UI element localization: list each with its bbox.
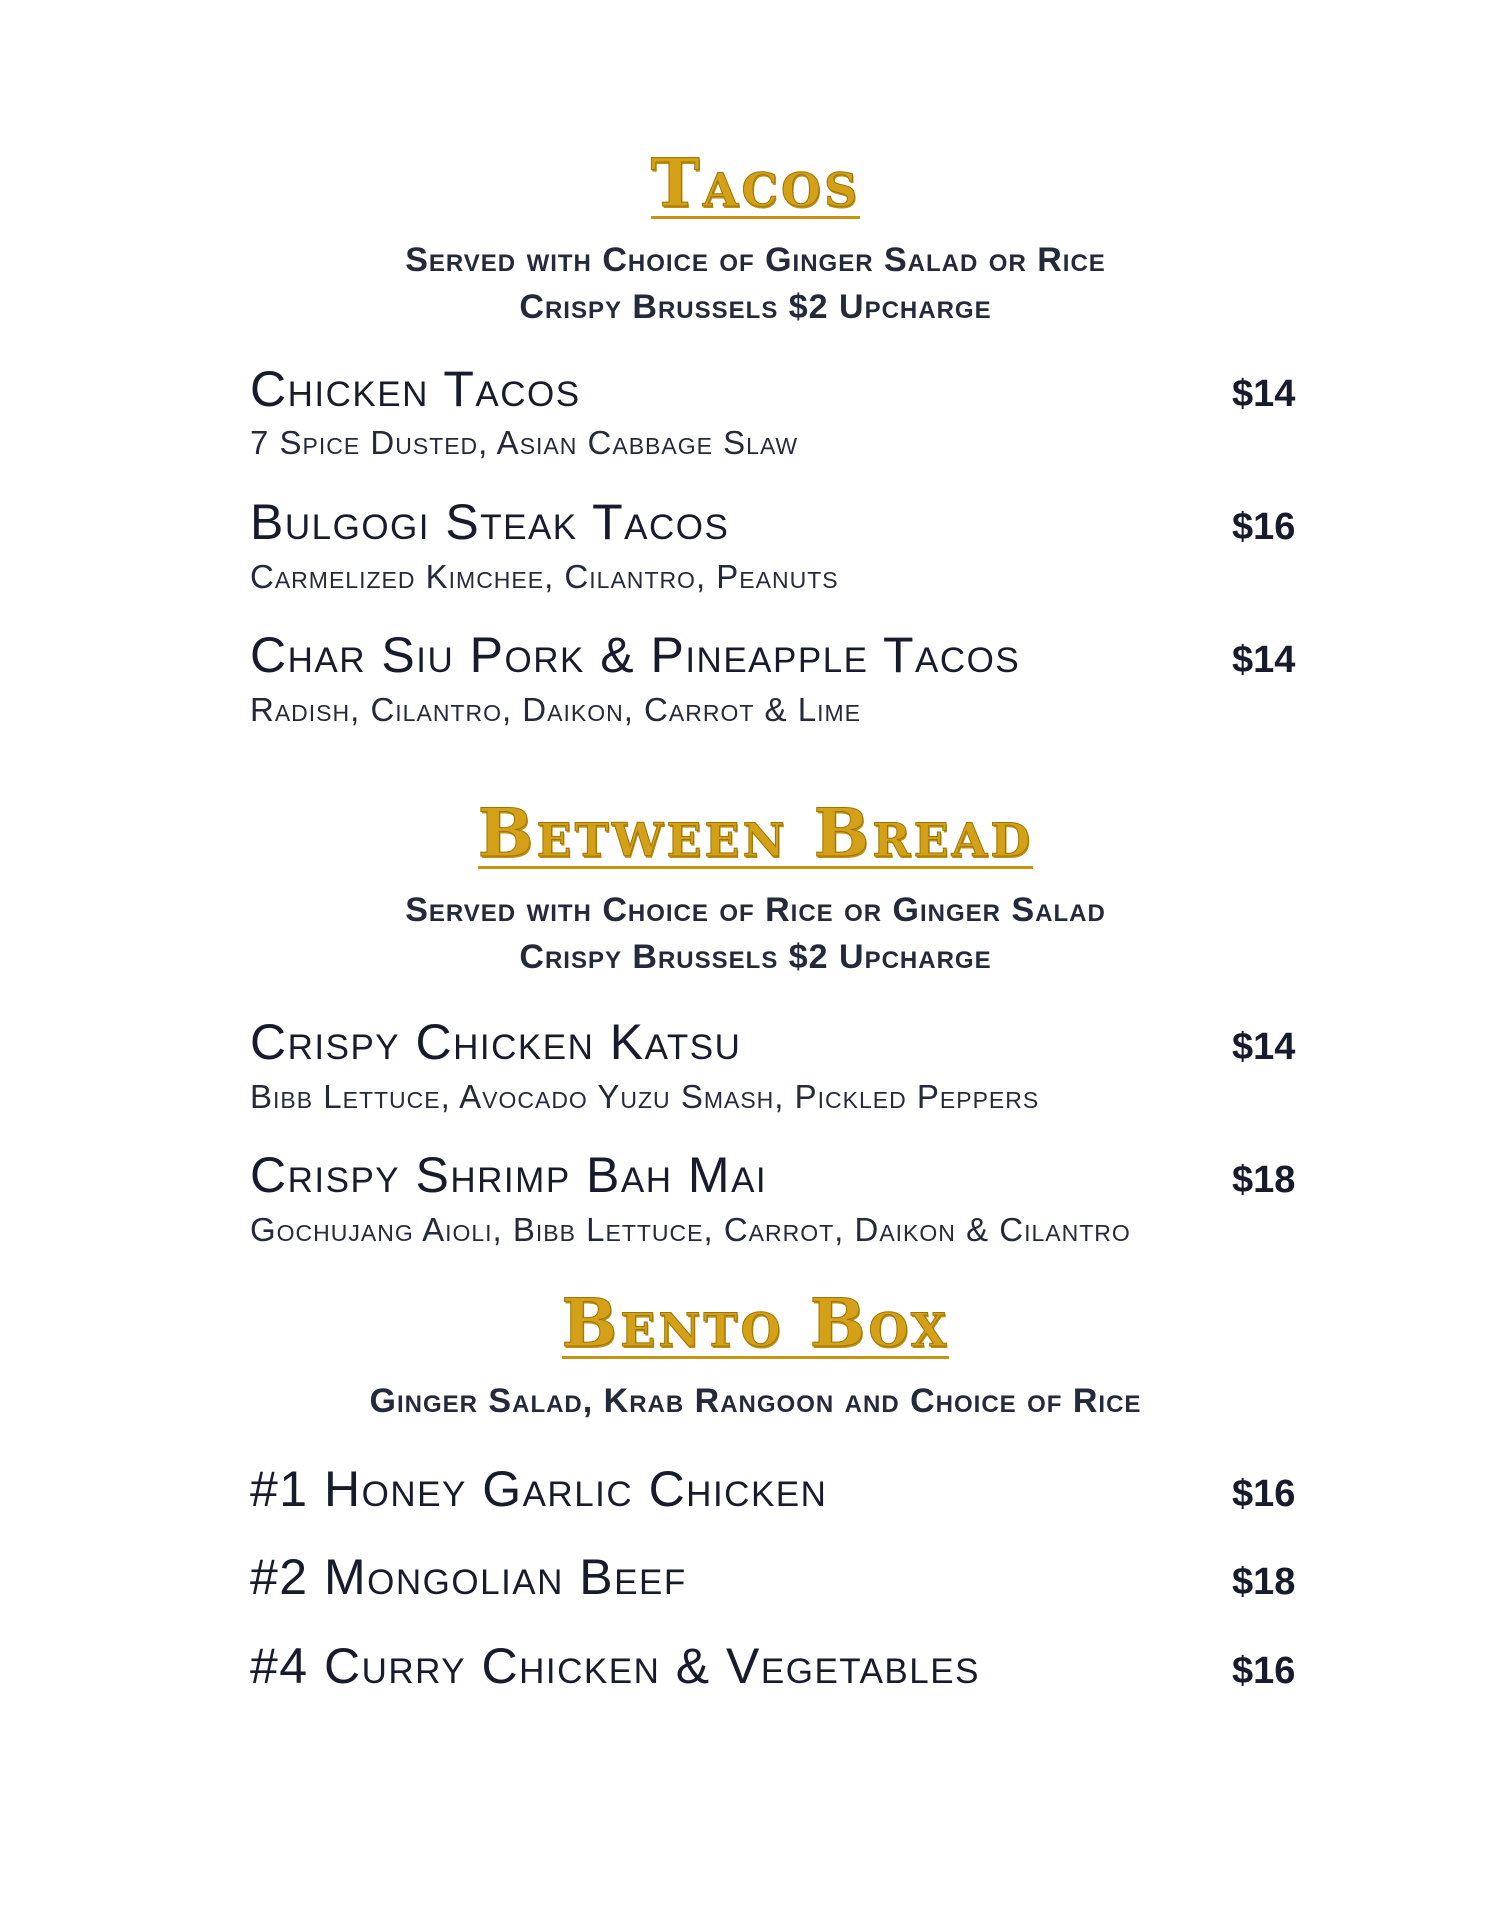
menu-item-description: Gochujang Aioli, Bibb Lettuce, Carrot, Daikon & Cilantro: [250, 1211, 1131, 1248]
menu-item-description: 7 Spice Dusted, Asian Cabbage Slaw: [250, 424, 799, 461]
menu-item-name: #2 Mongolian Beef: [250, 1549, 687, 1605]
section-title-between-bread: Between Bread: [477, 794, 1034, 872]
menu-item-price: $14: [1232, 373, 1296, 415]
section-subtitle: Served with Choice of Rice or Ginger Salad: [405, 891, 1106, 929]
menu-item-name: Crispy Shrimp Bah Mai: [250, 1147, 768, 1203]
menu-item-name: #1 Honey Garlic Chicken: [250, 1461, 828, 1517]
menu-item-price: $18: [1232, 1561, 1296, 1603]
menu-item-price: $14: [1232, 1026, 1296, 1068]
menu-item-name: Chicken Tacos: [250, 361, 581, 417]
menu-item-name: Crispy Chicken Katsu: [250, 1014, 742, 1070]
section-subtitle: Crispy Brussels $2 Upcharge: [519, 288, 992, 326]
menu-item-price: $18: [1232, 1159, 1296, 1201]
section-subtitle: Crispy Brussels $2 Upcharge: [519, 938, 992, 976]
section-subtitle: Ginger Salad, Krab Rangoon and Choice of Rice: [369, 1382, 1142, 1420]
menu-item-price: $16: [1232, 1650, 1296, 1692]
menu-item-price: $14: [1232, 639, 1296, 681]
menu-item-price: $16: [1232, 506, 1296, 548]
menu-item-description: Radish, Cilantro, Daikon, Carrot & Lime: [250, 691, 861, 728]
section-title-bento-box: Bento Box: [561, 1284, 950, 1362]
menu-item-description: Carmelized Kimchee, Cilantro, Peanuts: [250, 558, 839, 595]
menu-item-name: #4 Curry Chicken & Vegetables: [250, 1638, 980, 1694]
menu-item-price: $16: [1232, 1473, 1296, 1515]
section-subtitle: Served with Choice of Ginger Salad or Rice: [405, 241, 1106, 279]
section-title-tacos: Tacos: [650, 144, 861, 222]
menu-item-name: Char Siu Pork & Pineapple Tacos: [250, 627, 1021, 683]
menu-item-description: Bibb Lettuce, Avocado Yuzu Smash, Pickled Peppers: [250, 1078, 1040, 1115]
menu-item-name: Bulgogi Steak Tacos: [250, 494, 730, 550]
